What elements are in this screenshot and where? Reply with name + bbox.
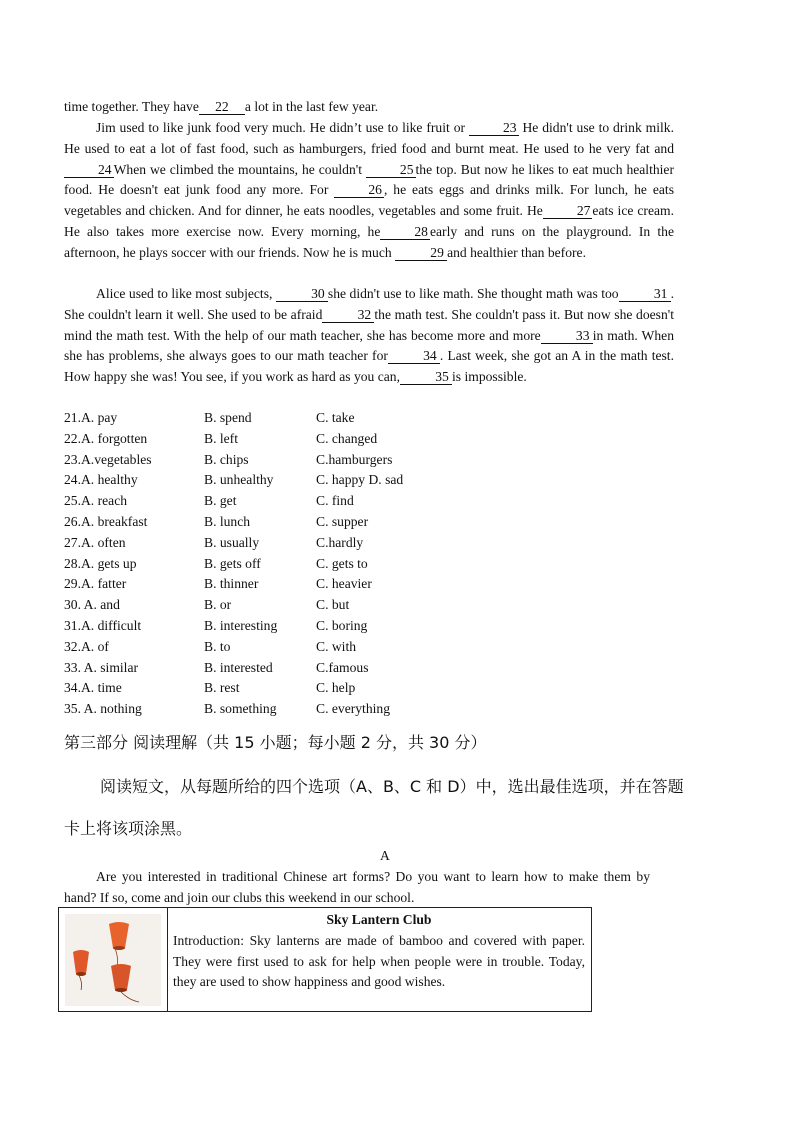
option-a[interactable]: 26.A. breakfast (64, 513, 148, 529)
blank-24[interactable]: 24 (64, 162, 114, 178)
cloze-text: . Last week, she got an A in the math test. How happy she was! You see, if you work as hard as you can, (64, 348, 674, 385)
option-c[interactable]: C.hamburgers (316, 451, 393, 467)
option-c[interactable]: C.famous (316, 659, 369, 675)
option-b[interactable]: B. rest (204, 680, 240, 696)
option-b[interactable]: B. interesting (204, 617, 278, 633)
cloze-text: early and runs on the playground. In the afternoon, he plays soccer with our friends. Now he is much (64, 223, 674, 260)
option-a[interactable]: 32.A. of (64, 638, 109, 654)
option-a[interactable]: 24.A. healthy (64, 472, 138, 488)
option-a[interactable]: 29.A. fatter (64, 576, 127, 592)
option-b[interactable]: B. get (204, 493, 237, 509)
option-row (64, 429, 484, 450)
blank-35[interactable]: 35 (400, 369, 452, 385)
cloze-text: . She couldn't learn it well. She used to be afraid (64, 286, 675, 322)
cloze-paragraph-jim (64, 118, 674, 264)
cloze-text: in math. When she has problems, she always goes to our math teacher for (64, 327, 674, 364)
option-row (64, 470, 484, 491)
option-a[interactable]: 28.A. gets up (64, 555, 137, 571)
cloze-text: Jim used to like junk food very much. He didn’t use to like fruit or (96, 120, 466, 135)
option-a[interactable]: 31.A. difficult (64, 617, 142, 633)
option-a[interactable]: 27.A. often (64, 534, 126, 550)
option-row (64, 574, 484, 595)
option-b[interactable]: B. to (204, 638, 231, 654)
blank-33[interactable]: 33 (541, 328, 593, 344)
club-table (58, 907, 592, 1012)
option-row (64, 408, 484, 429)
option-c[interactable]: C. take (316, 410, 355, 425)
cloze-paragraph-intro-end (64, 97, 674, 118)
option-b[interactable]: B. lunch (204, 513, 251, 529)
cloze-text: , he eats eggs and drinks milk. For lunch, he eats vegetables and chicken. And for dinner, he eats noodles, vegetables and some fruit. He (64, 182, 674, 219)
option-row (64, 554, 484, 575)
option-b[interactable]: B. gets off (204, 555, 261, 571)
option-b[interactable]: B. chips (204, 451, 249, 467)
blank-23[interactable]: 23 (469, 120, 519, 136)
cloze-text: When we climbed the mountains, he couldn't (113, 161, 362, 177)
sky-lantern-illustration (59, 908, 168, 1011)
option-b[interactable]: B. unhealthy (204, 472, 274, 488)
option-c[interactable]: C. find (316, 493, 354, 509)
option-a[interactable]: 23.A.vegetables (64, 451, 152, 467)
option-b[interactable]: B. something (204, 701, 277, 717)
option-a[interactable]: 22.A. forgotten (64, 430, 148, 446)
blank-28[interactable]: 28 (380, 224, 430, 240)
cloze-text: Alice used to like most subjects, (96, 286, 273, 301)
option-row (64, 616, 484, 637)
club-description (173, 910, 585, 993)
option-row (64, 450, 484, 471)
option-b[interactable]: B. interested (204, 659, 273, 675)
blank-29[interactable]: 29 (395, 245, 447, 261)
cloze-text: the math test. She couldn't pass it. But now she doesn't mind the math test. With the help of our math teacher, she has become more and more (64, 306, 674, 343)
option-row (64, 533, 484, 554)
blank-30[interactable]: 30 (276, 286, 328, 302)
option-row (64, 678, 484, 699)
option-c[interactable]: C. changed (316, 430, 378, 446)
option-b[interactable]: B. left (204, 430, 238, 446)
cloze-text: and healthier than before. (447, 244, 586, 260)
option-a[interactable]: 21.A. pay (64, 410, 118, 425)
cloze-text: the top. But now he likes to eat much healthier food. He doesn't eat junk food any more. For (64, 161, 674, 198)
option-a[interactable]: 30. A. and (64, 597, 120, 613)
lantern-image (59, 908, 167, 1011)
option-c[interactable]: C. heavier (316, 576, 372, 592)
blank-34[interactable]: 34 (388, 348, 440, 364)
option-b[interactable]: B. usually (204, 534, 260, 550)
blank-22[interactable]: 22 (199, 99, 245, 115)
cloze-text: eats ice cream. He also takes more exercise now. Every morning, he (64, 203, 674, 239)
answer-options (64, 408, 484, 720)
passage-intro: Are you interested in traditional Chinese art forms? Do you want to learn how to make them by hand? If so, come and join our clubs this weekend in our school. (64, 869, 650, 905)
blank-31[interactable]: 31 (619, 286, 671, 302)
cloze-text: is impossible. (452, 369, 527, 385)
option-c[interactable]: C. everything (316, 701, 390, 717)
option-a[interactable]: 34.A. time (64, 680, 122, 696)
option-row (64, 512, 484, 533)
option-row (64, 491, 484, 512)
option-c[interactable]: C.hardly (316, 534, 364, 550)
option-row (64, 637, 484, 658)
cloze-paragraph-alice (64, 284, 674, 388)
section-heading: 第三部分 阅读理解（共 15 小题；每小题 2 分，共 30 分） (64, 733, 487, 752)
option-a[interactable]: 33. A. similar (64, 659, 139, 675)
cloze-text: He didn't use to drink milk. He used to eat a lot of fast food, such as hamburgers, fried food and burnt meat. He used to he very fat and (64, 120, 674, 156)
cloze-text: she didn't use to like math. She thought math was too (327, 286, 619, 301)
option-c[interactable]: C. boring (316, 617, 368, 633)
blank-26[interactable]: 26 (334, 182, 384, 198)
option-row (64, 658, 484, 679)
option-row (64, 595, 484, 616)
option-c[interactable]: C. but (316, 597, 350, 613)
option-c[interactable]: C. help (316, 680, 356, 696)
option-c[interactable]: C. supper (316, 513, 369, 529)
club-introduction: Introduction: Sky lanterns are made of bamboo and covered with paper. They were first used to ask for help when people were in trouble. Today, they are used to show happiness and good wishes. (173, 932, 585, 990)
option-c[interactable]: C. gets to (316, 555, 368, 571)
option-c[interactable]: C. with (316, 638, 357, 654)
option-b[interactable]: B. spend (204, 410, 252, 425)
option-a[interactable]: 35. A. nothing (64, 701, 142, 717)
section-instruction: 阅读短文，从每题所给的四个选项（A、B、C 和 D）中，选出最佳选项，并在答题卡上将该项涂黑。 (64, 777, 684, 838)
blank-27[interactable]: 27 (543, 203, 593, 219)
blank-32[interactable]: 32 (322, 307, 374, 323)
option-a[interactable]: 25.A. reach (64, 493, 128, 509)
option-b[interactable]: B. or (204, 597, 232, 613)
cloze-text: time together. They have (64, 99, 199, 114)
blank-25[interactable]: 25 (366, 162, 416, 178)
passage-label: A (380, 848, 390, 863)
club-title: Sky Lantern Club (326, 912, 432, 927)
option-row (64, 699, 484, 720)
option-c[interactable]: C. happy D. sad (316, 472, 404, 488)
cloze-text: a lot in the last few year. (244, 99, 379, 114)
option-b[interactable]: B. thinner (204, 576, 259, 592)
